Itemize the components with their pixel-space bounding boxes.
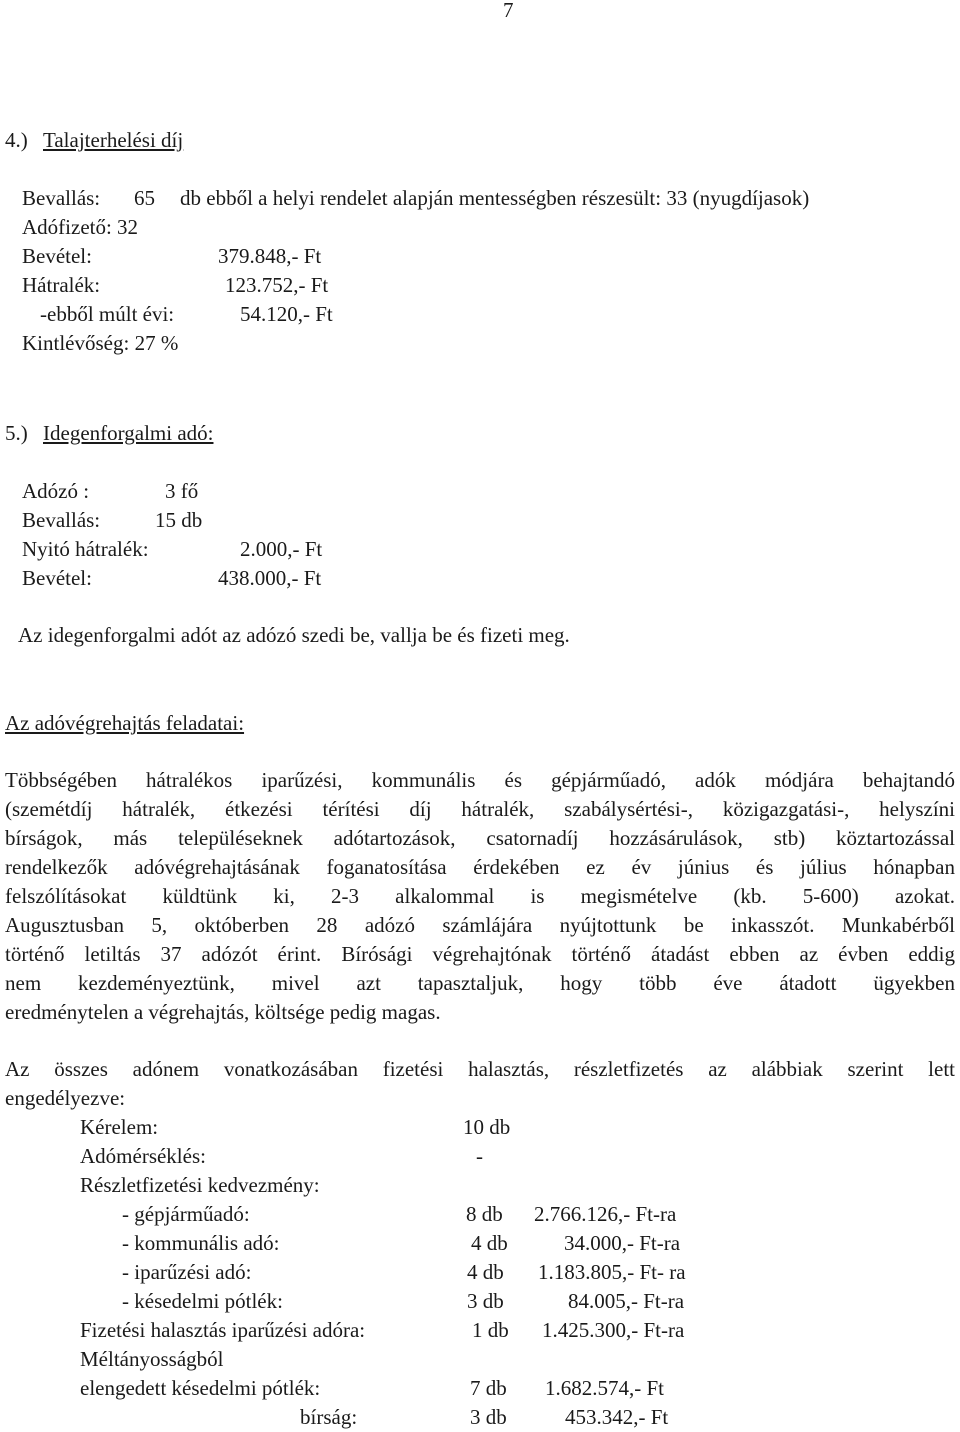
s4-ebbol-value: 54.120,- Ft	[240, 302, 333, 326]
s5-adozo-label: Adózó :	[22, 479, 90, 503]
deferral-row-label: bírság:	[300, 1405, 358, 1429]
enforcement-line: felszólításokat küldtünk ki, 2-3 alkalommal is megismételve (kb. 5-600) azokat.	[5, 884, 955, 908]
s5-adozo-value: 3 fő	[165, 479, 199, 503]
section-5-number: 5.)	[5, 421, 28, 445]
deferral-row-label: Kérelem:	[80, 1115, 159, 1139]
deferral-row-count: 7 db	[470, 1376, 507, 1400]
enforcement-line: bírságok, más településeknek adótartozások, csatornadíj hozzásárulások, stb) köztartozással	[5, 826, 955, 850]
deferral-row-count: 8 db	[466, 1202, 503, 1226]
deferral-row-count: 4 db	[471, 1231, 508, 1255]
s4-kintlevoseg: Kintlévőség: 27 %	[22, 331, 179, 355]
s4-ebbol-label: -ebből múlt évi:	[40, 302, 175, 326]
deferral-row-amount: 84.005,- Ft-ra	[568, 1289, 685, 1313]
s5-bevetel-label: Bevétel:	[22, 566, 92, 590]
page-number: 7	[503, 0, 514, 22]
deferral-row-count: 3 db	[470, 1405, 507, 1429]
s4-bevallas-rest: db ebből a helyi rendelet alapján mentességben részesült: 33 (nyugdíjasok)	[180, 186, 810, 210]
deferral-row-label: - iparűzési adó:	[122, 1260, 252, 1284]
s4-bevetel-label: Bevétel:	[22, 244, 92, 268]
s4-hatralek-value: 123.752,- Ft	[225, 273, 329, 297]
section-5-heading: Idegenforgalmi adó:	[43, 421, 214, 445]
section-4-heading: Talajterhelési díj	[43, 128, 184, 152]
enforcement-line-last: eredménytelen a végrehajtás, költsége pedig magas.	[5, 1000, 441, 1024]
deferral-row-amount: 2.766.126,- Ft-ra	[534, 1202, 677, 1226]
deferral-row-amount: 1.425.300,- Ft-ra	[542, 1318, 685, 1342]
deferral-intro-line-2: engedélyezve:	[5, 1086, 126, 1110]
deferral-row-count: 3 db	[467, 1289, 504, 1313]
s5-bevallas-value: 15 db	[155, 508, 203, 532]
enforcement-line: Augusztusban 5, októberben 28 adózó számlájára nyújtottunk be inkasszót. Munkabérből	[5, 913, 955, 937]
enforcement-line: nem kezdeményeztünk, mivel azt tapasztaljuk, hogy több éve átadott ügyekben	[5, 971, 955, 995]
enforcement-heading: Az adóvégrehajtás feladatai:	[5, 711, 245, 735]
enforcement-line: történő letiltás 37 adózót érint. Bírósági végrehajtónak történő átadást ebben az évben eddig	[5, 942, 955, 966]
deferral-row-count: 4 db	[467, 1260, 504, 1284]
deferral-intro-line: Az összes adónem vonatkozásában fizetési halasztás, részletfizetés az alábbiak szerint lett	[5, 1057, 955, 1081]
deferral-row-label: - kommunális adó:	[122, 1231, 280, 1255]
deferral-row-label: - késedelmi pótlék:	[122, 1289, 283, 1313]
deferral-row-label: Méltányosságból	[80, 1347, 224, 1371]
deferral-row-label: elengedett késedelmi pótlék:	[80, 1376, 321, 1400]
s5-bevallas-label: Bevallás:	[22, 508, 101, 532]
s4-bevallas-label: Bevallás:	[22, 186, 101, 210]
deferral-row-count: 1 db	[472, 1318, 509, 1342]
deferral-row-count: 10 db	[463, 1115, 511, 1139]
deferral-row-amount: 1.682.574,- Ft	[545, 1376, 665, 1400]
section-4-number: 4.)	[5, 128, 28, 152]
deferral-row-amount: 34.000,- Ft-ra	[564, 1231, 681, 1255]
deferral-row-amount: 453.342,- Ft	[565, 1405, 669, 1429]
enforcement-line: (szemétdíj hátralék, étkezési térítési díj hátralék, szabálysértési-, közigazgatási-, helyszíni	[5, 797, 955, 821]
s5-nyito-label: Nyitó hátralék:	[22, 537, 149, 561]
s4-hatralek-label: Hátralék:	[22, 273, 101, 297]
s5-bevetel-value: 438.000,- Ft	[218, 566, 322, 590]
enforcement-line: Többségében hátralékos iparűzési, kommunális és gépjárműadó, adók módjára behajtandó	[5, 768, 955, 792]
deferral-row-label: Részletfizetési kedvezmény:	[80, 1173, 320, 1197]
deferral-row-label: - gépjárműadó:	[122, 1202, 250, 1226]
deferral-row-count: -	[476, 1144, 483, 1168]
s5-note: Az idegenforgalmi adót az adózó szedi be, vallja be és fizeti meg.	[18, 623, 570, 647]
deferral-row-label: Fizetési halasztás iparűzési adóra:	[80, 1318, 366, 1342]
enforcement-line: rendelkezők adóvégrehajtásának foganatosítása érdekében ez év június és július hónapban	[5, 855, 955, 879]
deferral-row-label: Adómérséklés:	[80, 1144, 206, 1168]
s4-bevallas-value: 65	[134, 186, 155, 210]
s5-nyito-value: 2.000,- Ft	[240, 537, 323, 561]
deferral-row-amount: 1.183.805,- Ft- ra	[538, 1260, 686, 1284]
s4-adofizeto: Adófizető: 32	[22, 215, 139, 239]
s4-bevetel-value: 379.848,- Ft	[218, 244, 322, 268]
